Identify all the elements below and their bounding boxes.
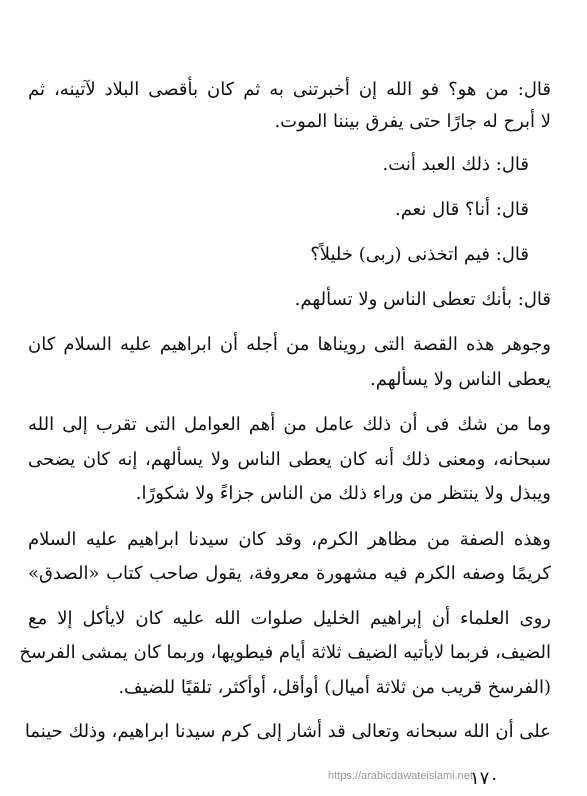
text-line: (الفرسخ قريب من ثلاثة أميال) أوأقل، أوأكثر، تلقيًا للضيف. [118,677,551,698]
text-line: يعطى الناس ولا يسألهم. [370,369,551,390]
text-line: قال: ذلك العبد أنت. [382,154,529,175]
text-line: قال: من هو؟ فو الله إن أخبرتنى به ثم كان بأقصى البلاد لآتينه، ثم [28,79,551,100]
page-number: ١٧٠ [470,768,500,789]
text-line: الضيف، فربما لايأتيه الضيف ثلاثة أيام فيطويها، وربما كان يمشى الفرسخ [19,642,551,663]
text-line: ويبذل ولا ينتظر من وراء ذلك من الناس جزاءً ولا شكورًا. [135,483,551,504]
text-line: قال: فيم اتخذنى (ربى) خليلاً؟ [310,244,529,265]
text-line: قال: أنا؟ قال نعم. [394,199,529,220]
text-line: وما من شك فى أن ذلك عامل من أهم العوامل التى تقرب إلى الله [28,414,551,435]
text-line: قال: بأنك تعطى الناس ولا تسألهم. [294,289,551,310]
text-line: على أن الله سبحانه وتعالى قد أشار إلى كرم سيدنا ابراهيم، وذلك حينما [24,721,551,742]
text-line: لا أبرح له جارًا حتى يفرق بيننا الموت. [274,111,551,132]
text-line: وهذه الصفة من مظاهر الكرم، وقد كان سيدنا ابراهيم عليه السلام [28,529,551,550]
text-line: كريمًا وصفه الكرم فيه مشهورة معروفة، يقول صاحب كتاب «الصدق» [28,563,551,584]
text-line: سبحانه، ومعنى ذلك أنه كان يعطى الناس ولا يسألهم، إنه كان يضحى [28,449,551,470]
watermark-url: https://arabicdawateislami.net [328,770,473,782]
text-line: وجوهر هذه القصة التى رويناها من أجله أن ابراهيم عليه السلام كان [28,334,551,355]
text-line: روى العلماء أن إبراهيم الخليل صلوات الله عليه كان لايأكل إلا مع [28,608,551,629]
